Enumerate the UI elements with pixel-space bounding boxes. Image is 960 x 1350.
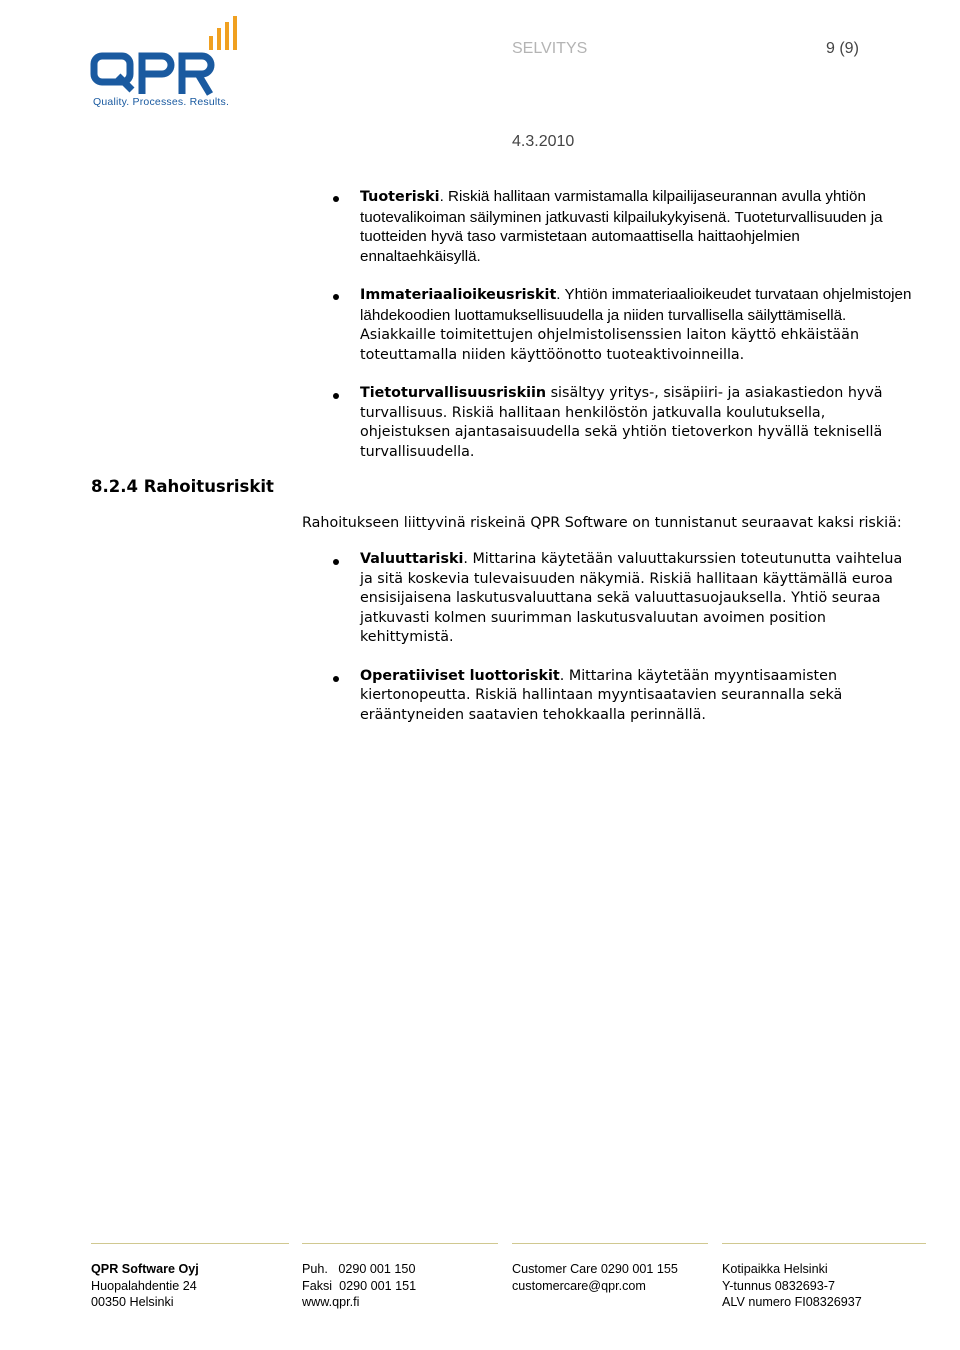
item-text-2: Asiakkaille toimitettujen ohjelmistolisenssien laiton käyttö ehkäistään toteuttamalla niiden käyttöönotto tuoteaktivoinneilla. <box>360 327 860 363</box>
company-name: QPR Software Oyj <box>91 1262 199 1276</box>
bullet-icon <box>333 294 339 300</box>
footer-rule <box>91 1243 289 1244</box>
item-text-2: Riskiä hallitaan henkilöstön jatkuvalla koulutuksella, ohjeistuksen ajantasaisuudella sekä yhtiön tietoverkon hyvällä teknisellä turvallisuudella. <box>360 404 883 460</box>
page-number: 9 (9) <box>826 40 859 57</box>
section-intro: Rahoitukseen liittyvinä riskeinä QPR Software on tunnistanut seuraavat kaksi riskiä: <box>302 515 902 531</box>
risk-list-1 <box>333 187 913 462</box>
customer-care-email[interactable]: customercare@qpr.com <box>512 1278 646 1293</box>
item-text: . Mittarina käytetään myyntisaamisten kiertonopeutta. Riskiä hallintaan myyntisaatavien seurannalla sekä erääntyneiden saatavien tehokkaalla perinnällä. <box>360 667 843 723</box>
footer-company <box>91 1261 199 1311</box>
bullet-icon <box>333 676 339 682</box>
website-link[interactable]: www.qpr.fi <box>302 1295 360 1309</box>
item-title: Tuoteriski <box>360 189 440 205</box>
company-street: Huopalahdentie 24 <box>91 1278 197 1293</box>
footer-customer-care <box>512 1261 678 1294</box>
item-title: Operatiiviset luottoriskit <box>360 667 560 684</box>
footer-rule <box>512 1243 708 1244</box>
item-title: Valuuttariski <box>360 551 464 567</box>
business-id: Y-tunnus 0832693-7 <box>722 1278 835 1293</box>
footer-rule <box>722 1243 926 1244</box>
bullet-icon <box>333 559 339 565</box>
risk-list-2 <box>333 550 913 725</box>
customer-care-phone: Customer Care 0290 001 155 <box>512 1262 678 1276</box>
vat-number: ALV numero FI08326937 <box>722 1295 862 1309</box>
bullet-icon <box>333 196 339 202</box>
document-type: SELVITYS <box>512 40 588 57</box>
item-title: Immateriaalioikeusriskit <box>360 287 557 303</box>
company-city: 00350 Helsinki <box>91 1295 174 1309</box>
item-title: Tietoturvallisuusriskiin <box>360 385 547 401</box>
footer-rule <box>302 1243 498 1244</box>
list-item <box>333 667 913 726</box>
footer-phone <box>302 1261 416 1311</box>
list-item <box>333 384 913 462</box>
list-item <box>333 550 913 648</box>
item-text: . Riskiä hallitaan varmistamalla kilpailijaseurannan avulla yhtiön tuotevalikoiman säilyminen jatkuvasti kilpailukykyisenä. Tuoteturvallisuuden ja tuotteiden hyvä taso varmistetaan automaattisella haittaohjelmien ennaltaehkäisyllä. <box>360 188 883 265</box>
logo-bars-icon <box>209 16 237 50</box>
item-text: sisältyy yritys-, sisäpiiri- ja asiakastiedon hyvä turvallisuus. <box>360 385 883 421</box>
bullet-icon <box>333 393 339 399</box>
logo-tagline: Quality. Processes. Results. <box>93 96 230 108</box>
fax: Faksi 0290 001 151 <box>302 1278 417 1293</box>
section-heading: 8.2.4 Rahoitusriskit <box>91 477 274 496</box>
phone: Puh. 0290 001 150 <box>302 1262 416 1276</box>
domicile: Kotipaikka Helsinki <box>722 1262 828 1276</box>
list-item <box>333 187 913 266</box>
item-text: . Mittarina käytetään valuuttakurssien toteutunutta vaihtelua ja sitä koskevia tulevaisuuden näkymiä. Riskiä hallitaan käyttämällä euroa ensisijaisena laskutusvaluuttana sekä valuuttasuojauksella. Yhtiö seuraa jatkuvasti kolmen suurimman laskutusvaluutan avoimen position kehittymistä. <box>360 551 903 645</box>
list-item <box>333 285 913 365</box>
item-text: . Yhtiön immateriaalioikeudet turvataan ohjelmistojen lähdekoodien luottamuksellisuudella ja niiden turvallisella säilyttämisellä. <box>360 286 912 324</box>
footer-registration <box>722 1261 862 1311</box>
document-date: 4.3.2010 <box>512 133 575 150</box>
